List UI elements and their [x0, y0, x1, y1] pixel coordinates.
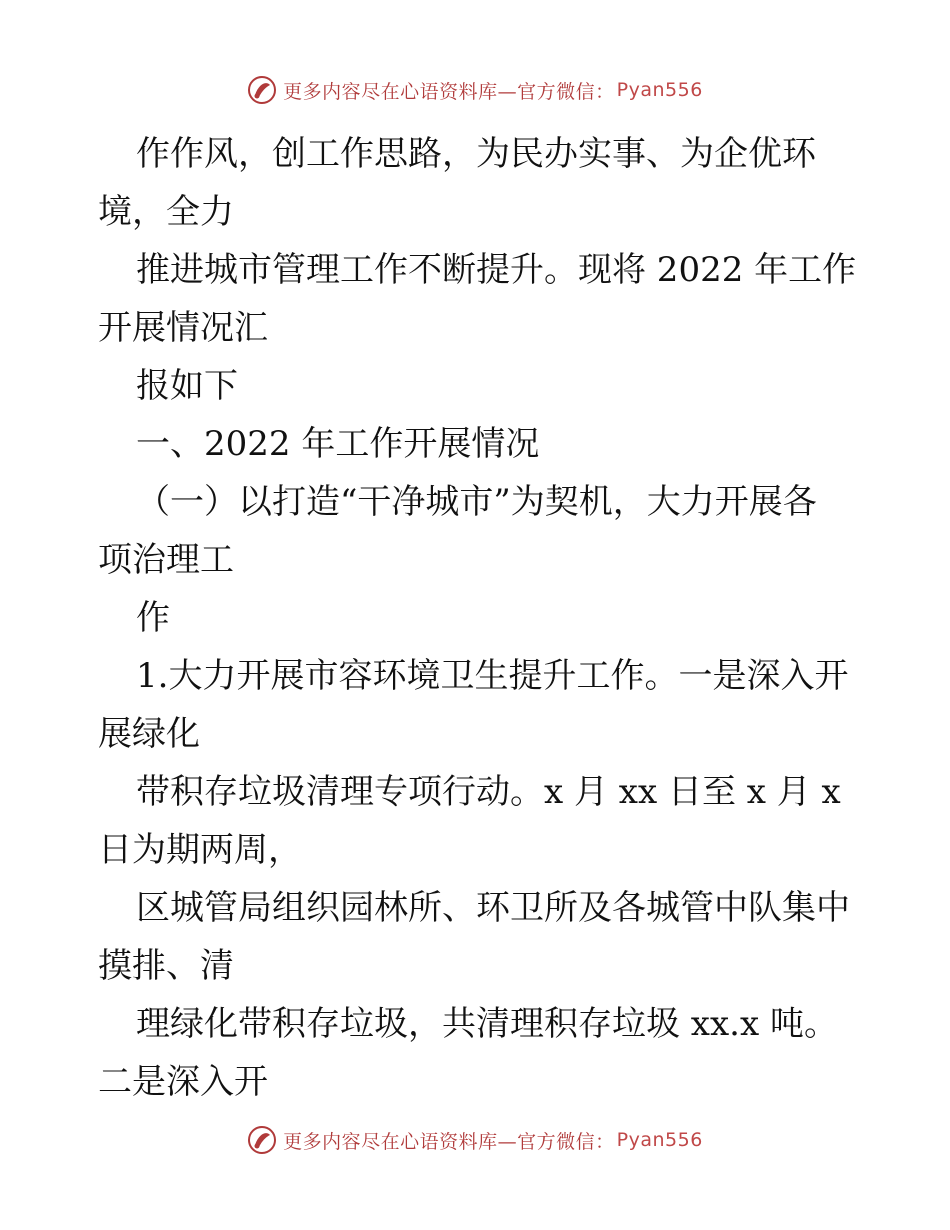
text-line: 作作风，创工作思路，为民办实事、为企优环 — [136, 134, 816, 174]
header-banner-text: 更多内容尽在心语资料库—官方微信： — [283, 80, 615, 103]
footer-banner-text: 更多内容尽在心语资料库—官方微信： — [283, 1130, 615, 1153]
text-line: 推进城市管理工作不断提升。现将 2022 年工作 — [136, 250, 857, 290]
header-watermark-banner — [0, 70, 950, 110]
brand-logo-icon — [247, 75, 277, 105]
footer-wechat-id: Pyan556 — [616, 1129, 703, 1151]
text-line: 展绿化 — [98, 714, 200, 754]
text-line: 作 — [136, 598, 170, 638]
text-line: 1.大力开展市容环境卫生提升工作。一是深入开 — [136, 656, 849, 696]
text-line: 区城管局组织园林所、环卫所及各城管中队集中 — [136, 888, 850, 928]
text-line: 境，全力 — [98, 192, 234, 232]
text-line: 报如下 — [136, 366, 238, 406]
section-heading: 一、2022 年工作开展情况 — [136, 424, 540, 464]
text-line: 带积存垃圾清理专项行动。x 月 xx 日至 x 月 x — [136, 772, 841, 812]
text-line: 项治理工 — [98, 540, 234, 580]
text-line: 日为期两周， — [98, 830, 302, 870]
text-line: 摸排、清 — [98, 946, 234, 986]
brand-logo-icon — [247, 1125, 277, 1155]
subsection-heading: （一）以打造“干净城市”为契机，大力开展各 — [136, 482, 817, 522]
text-line: 理绿化带积存垃圾，共清理积存垃圾 xx.x 吨。 — [136, 1004, 838, 1044]
document-body — [98, 125, 858, 1111]
header-wechat-id: Pyan556 — [616, 79, 703, 101]
text-line: 开展情况汇 — [98, 308, 268, 348]
text-line: 二是深入开 — [98, 1062, 268, 1102]
footer-watermark-banner — [0, 1120, 950, 1160]
